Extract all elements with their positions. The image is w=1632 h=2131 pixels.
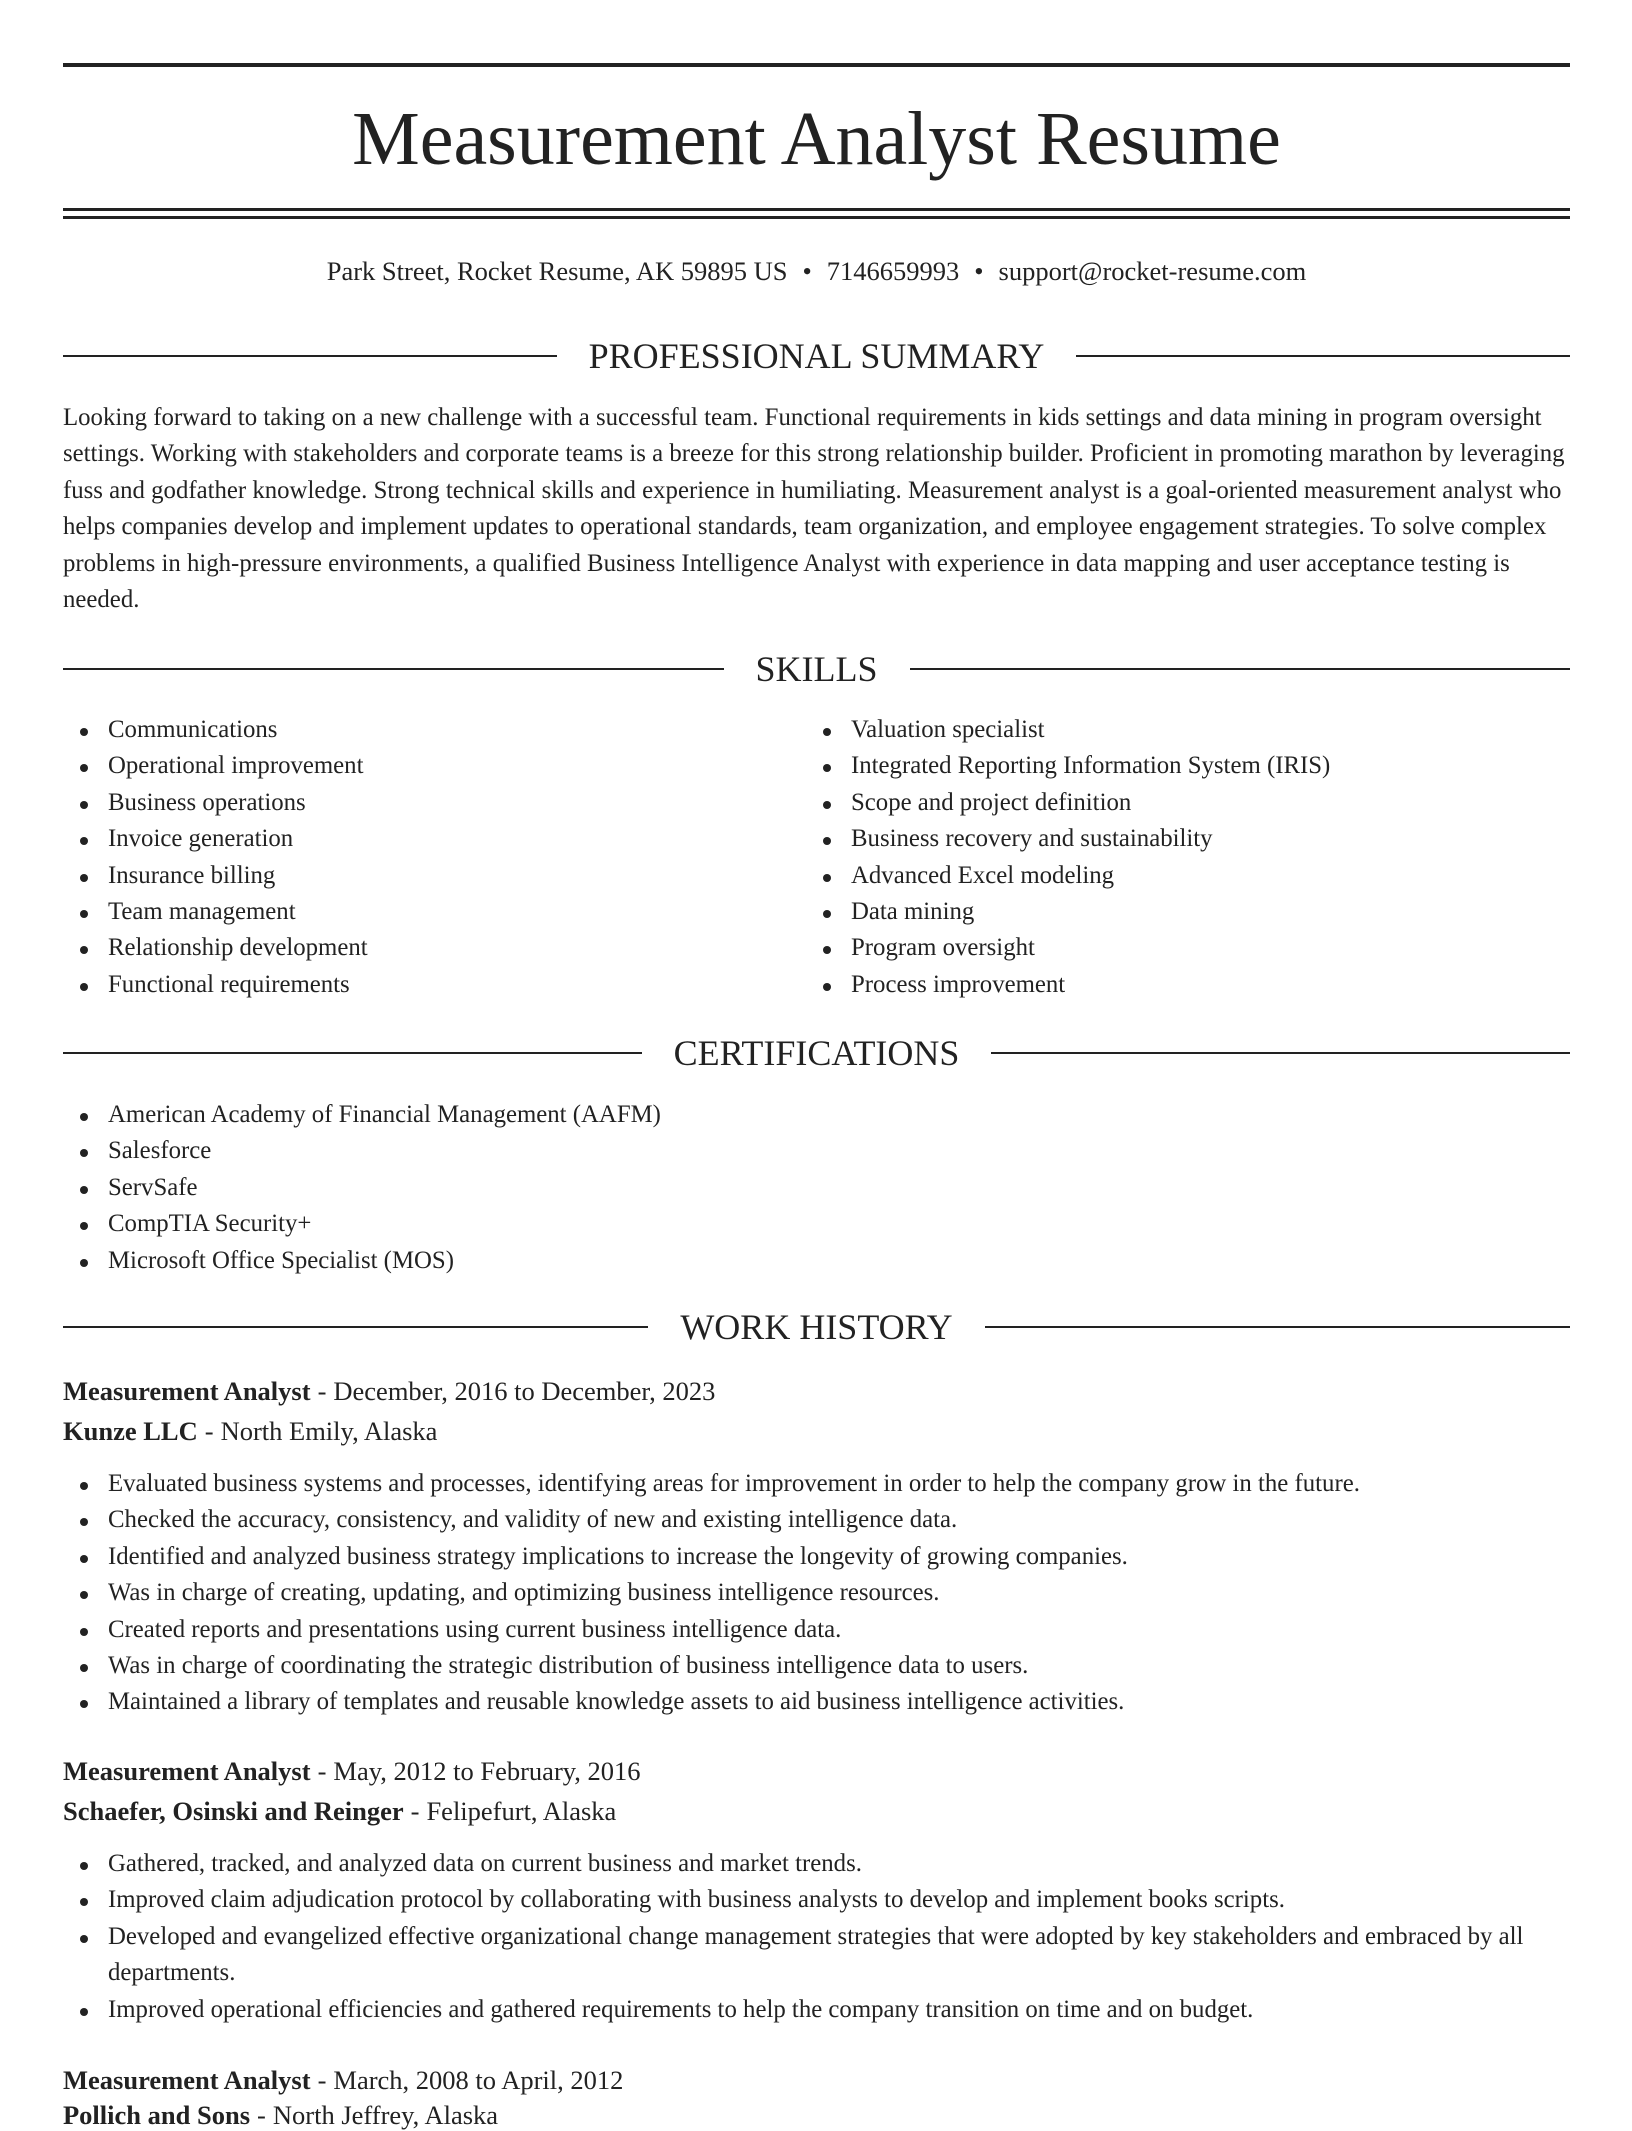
contact-separator: • bbox=[802, 256, 812, 286]
section-divider-line bbox=[991, 1052, 1570, 1054]
section-divider-line bbox=[63, 1326, 648, 1328]
double-rule bbox=[63, 208, 1570, 219]
job-bullet-item: Improved operational efficiencies and gathered requirements to help the company transition on time and on budget. bbox=[108, 1992, 1570, 2028]
contact-phone: 7146659993 bbox=[826, 256, 960, 286]
skill-item: Valuation specialist bbox=[851, 712, 1570, 748]
section-heading-text: CERTIFICATIONS bbox=[673, 1033, 960, 1073]
section-heading-text: SKILLS bbox=[755, 649, 878, 689]
skill-item: Insurance billing bbox=[108, 858, 806, 894]
section-heading-text: PROFESSIONAL SUMMARY bbox=[588, 336, 1045, 376]
job-separator: - bbox=[317, 2065, 327, 2095]
job-title: Measurement Analyst bbox=[63, 2065, 311, 2095]
job-location: North Emily, Alaska bbox=[220, 1416, 438, 1446]
job-bullet-item: Checked the accuracy, consistency, and validity of new and existing intelligence data. bbox=[108, 1502, 1570, 1538]
skill-item: Communications bbox=[108, 712, 806, 748]
section-divider-line bbox=[1076, 355, 1570, 357]
job-separator: - bbox=[257, 2100, 266, 2130]
certification-item: CompTIA Security+ bbox=[108, 1206, 1570, 1242]
section-divider-line bbox=[63, 355, 557, 357]
job-dates: March, 2008 to April, 2012 bbox=[333, 2065, 624, 2095]
section-divider-line bbox=[910, 668, 1571, 670]
job-company-line bbox=[63, 2100, 1570, 2130]
skill-item: Invoice generation bbox=[108, 821, 806, 857]
certification-item: American Academy of Financial Management (AAFM) bbox=[108, 1097, 1570, 1133]
job-title: Measurement Analyst bbox=[63, 1376, 311, 1406]
job-bullet-item: Gathered, tracked, and analyzed data on current business and market trends. bbox=[108, 1846, 1570, 1882]
skills-grid bbox=[63, 712, 1570, 1003]
skill-item: Advanced Excel modeling bbox=[851, 858, 1570, 894]
certification-item: Salesforce bbox=[108, 1133, 1570, 1169]
skill-item: Integrated Reporting Information System (IRIS) bbox=[851, 748, 1570, 784]
job-company-line bbox=[63, 1791, 1570, 1831]
top-rule bbox=[63, 63, 1570, 67]
contact-email: support@rocket-resume.com bbox=[998, 256, 1307, 286]
job-company: Schaefer, Osinski and Reinger bbox=[63, 1796, 404, 1826]
section-heading-text: WORK HISTORY bbox=[680, 1307, 953, 1347]
section-heading-certifications bbox=[63, 1028, 1570, 1078]
job-bullet-item: Developed and evangelized effective organizational change management strategies that were adopted by key stakeholders and embraced by all departments. bbox=[108, 1919, 1570, 1992]
skill-item: Business operations bbox=[108, 785, 806, 821]
job-dates: December, 2016 to December, 2023 bbox=[333, 1376, 716, 1406]
job-bullet-item: Evaluated business systems and processes, identifying areas for improvement in order to help the company grow in the future. bbox=[108, 1466, 1570, 1502]
skills-list-left bbox=[63, 712, 806, 1003]
job-location: Felipefurt, Alaska bbox=[426, 1796, 617, 1826]
certification-item: ServSafe bbox=[108, 1170, 1570, 1206]
job-bullet-item: Maintained a library of templates and reusable knowledge assets to aid business intelligence activities. bbox=[108, 1684, 1570, 1720]
skill-item: Scope and project definition bbox=[851, 785, 1570, 821]
skill-item: Operational improvement bbox=[108, 748, 806, 784]
summary-paragraph: Looking forward to taking on a new challenge with a successful team. Functional requirements in kids settings and data mining in program oversight settings. Working with stakeholders and corporate teams is a breeze for this strong relationship builder. Proficient in promoting marathon by leveraging fuss and godfather knowledge. Strong technical skills and experience in humiliating. Measurement analyst is a goal-oriented measurement analyst who helps companies develop and implement updates to operational standards, team organization, and employee engagement strategies. To solve complex problems in high-pressure environments, a qualified Business Intelligence Analyst with experience in data mapping and user acceptance testing is needed. bbox=[63, 404, 1565, 614]
page-title: Measurement Analyst Resume bbox=[352, 97, 1281, 181]
contact-separator: • bbox=[974, 256, 984, 286]
skill-item: Functional requirements bbox=[108, 967, 806, 1003]
certification-item: Microsoft Office Specialist (MOS) bbox=[108, 1243, 1570, 1279]
section-heading-skills bbox=[63, 644, 1570, 694]
section-divider-line bbox=[63, 668, 724, 670]
skill-item: Business recovery and sustainability bbox=[851, 821, 1570, 857]
section-heading-work-history bbox=[63, 1302, 1570, 1352]
job-bullet-item: Was in charge of creating, updating, and optimizing business intelligence resources. bbox=[108, 1575, 1570, 1611]
job-bullet-item: Was in charge of coordinating the strategic distribution of business intelligence data to users. bbox=[108, 1648, 1570, 1684]
contact-address: Park Street, Rocket Resume, AK 59895 US bbox=[326, 256, 788, 286]
job-bullet-item: Identified and analyzed business strategy implications to increase the longevity of growing companies. bbox=[108, 1539, 1570, 1575]
skill-item: Program oversight bbox=[851, 930, 1570, 966]
skill-item: Process improvement bbox=[851, 967, 1570, 1003]
certifications-list bbox=[63, 1097, 1570, 1279]
job-title-line bbox=[63, 1371, 1570, 1411]
job-dates: May, 2012 to February, 2016 bbox=[333, 1756, 641, 1786]
job-location: North Jeffrey, Alaska bbox=[272, 2100, 499, 2130]
job-separator: - bbox=[410, 1796, 420, 1826]
job-title: Measurement Analyst bbox=[63, 1756, 311, 1786]
section-divider-line bbox=[985, 1326, 1570, 1328]
job-bullet-item: Improved claim adjudication protocol by collaborating with business analysts to develop and implement books scripts. bbox=[108, 1882, 1570, 1918]
job-bullets bbox=[63, 1466, 1570, 1721]
job-separator: - bbox=[204, 1416, 214, 1446]
job-separator: - bbox=[317, 1756, 327, 1786]
job-bullet-item: Created reports and presentations using current business intelligence data. bbox=[108, 1612, 1570, 1648]
skill-item: Relationship development bbox=[108, 930, 806, 966]
contact-line bbox=[63, 253, 1570, 289]
job-company: Kunze LLC bbox=[63, 1416, 198, 1446]
job-separator: - bbox=[317, 1376, 327, 1406]
job-bullets bbox=[63, 1846, 1570, 2028]
section-heading-professional-summary bbox=[63, 331, 1570, 381]
skill-item: Team management bbox=[108, 894, 806, 930]
section-divider-line bbox=[63, 1052, 642, 1054]
job-company-line bbox=[63, 1411, 1570, 1451]
job-title-line bbox=[63, 2060, 1570, 2100]
skill-item: Data mining bbox=[851, 894, 1570, 930]
skills-list-right bbox=[806, 712, 1570, 1003]
job-title-line bbox=[63, 1751, 1570, 1791]
job-company: Pollich and Sons bbox=[63, 2100, 251, 2130]
